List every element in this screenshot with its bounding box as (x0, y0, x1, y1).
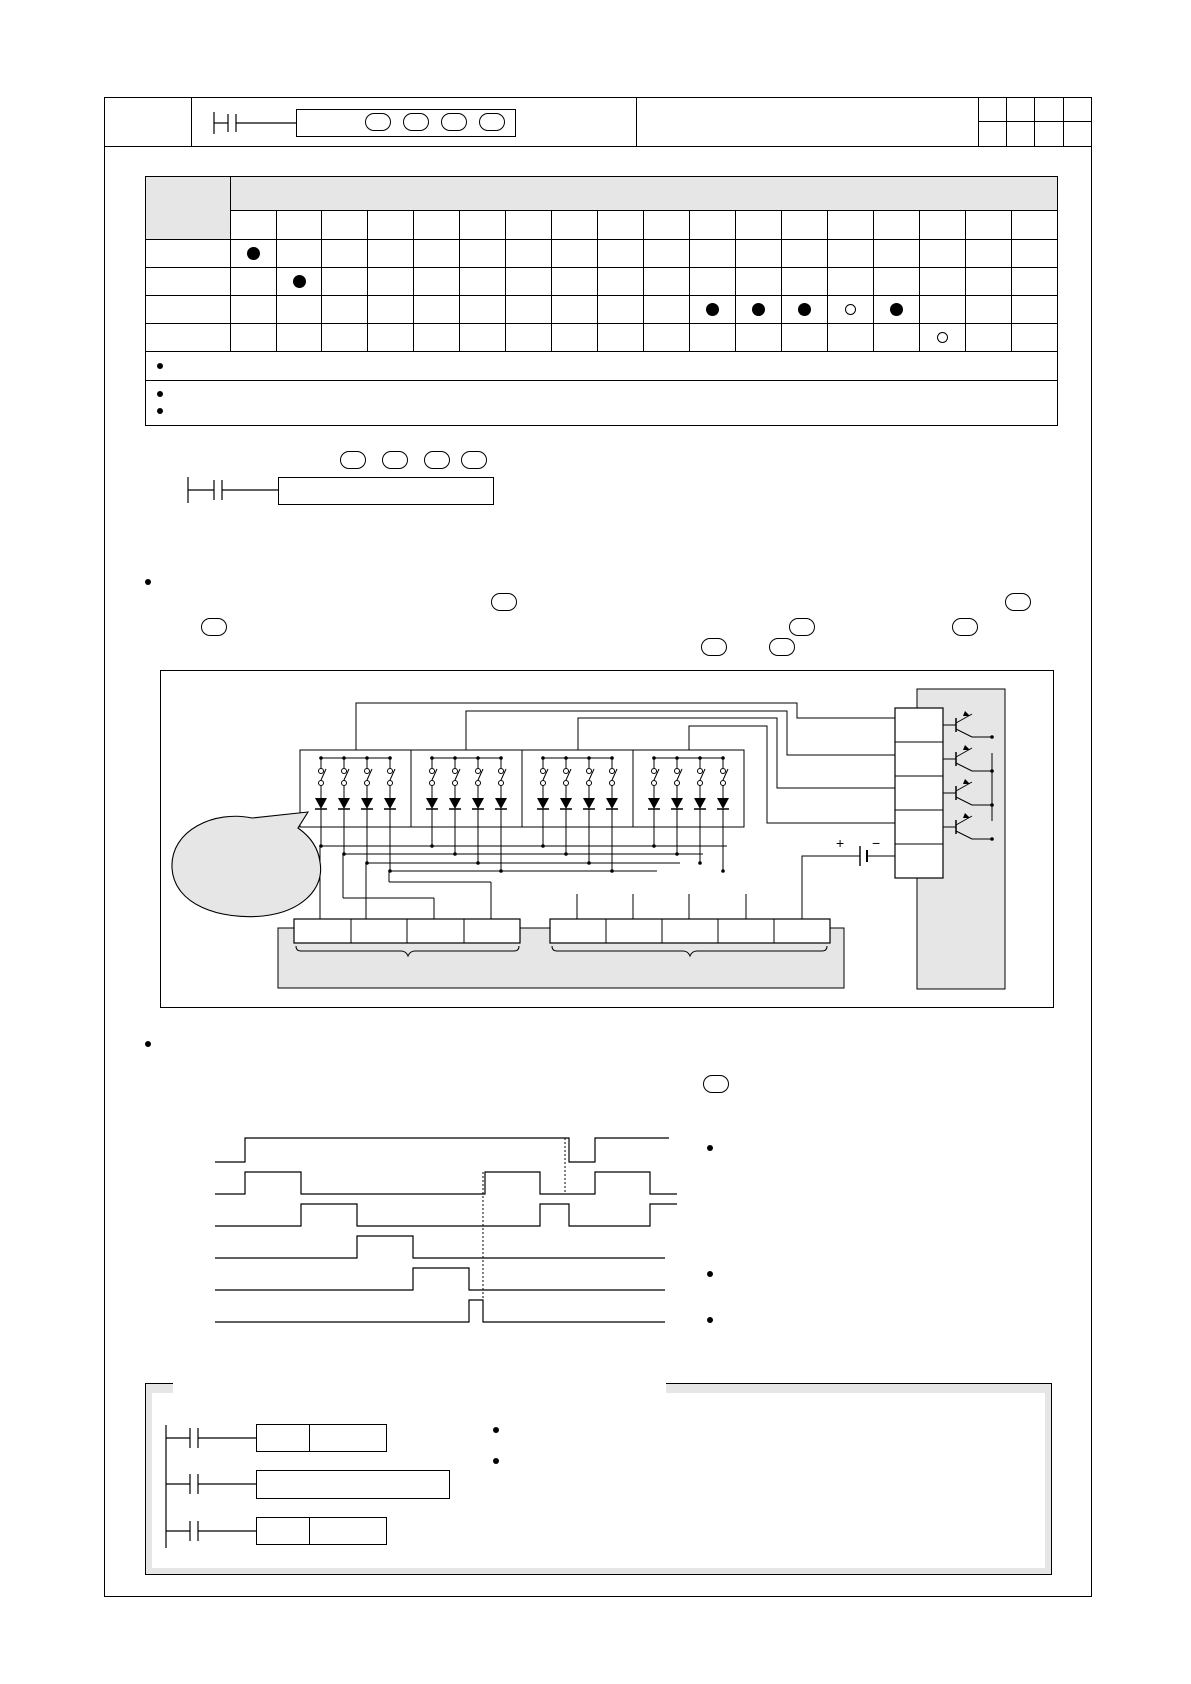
operand-cell (231, 268, 277, 296)
operand-column-header (414, 211, 460, 240)
timing-operand-ref (703, 1075, 729, 1093)
explanation-operand-7 (769, 638, 795, 656)
operand-cell (1012, 296, 1058, 324)
operand-cell (460, 268, 506, 296)
operand-cell (506, 268, 552, 296)
operand-column-header (920, 211, 966, 240)
supported-filled-dot (247, 247, 260, 260)
operand-cell (920, 268, 966, 296)
operand-cell (231, 324, 277, 352)
operand-cell (1012, 268, 1058, 296)
operand-key-2 (403, 113, 429, 131)
power-plus-sign: + (836, 835, 845, 851)
operand-cell (966, 268, 1012, 296)
operand-column-header (277, 211, 322, 240)
operand-cell (736, 268, 782, 296)
operand-column-header (1012, 211, 1058, 240)
supported-filled-dot (890, 303, 903, 316)
operand-key-4 (479, 113, 505, 131)
operand-table (145, 176, 1058, 426)
operand-cell (277, 268, 322, 296)
timing-note-3-bullet (707, 1317, 713, 1323)
operand-cell (322, 268, 368, 296)
explanation-bullet (145, 579, 151, 585)
operand-cell (322, 324, 368, 352)
header-divider (104, 146, 1092, 147)
operand-cell (874, 268, 920, 296)
operand-cell (782, 296, 828, 324)
operand-cell (277, 240, 322, 268)
operand-key-1 (365, 113, 391, 131)
operand-cell (231, 240, 277, 268)
operand-cell (828, 268, 874, 296)
timing-chart (215, 1128, 685, 1338)
format-instruction-box (278, 477, 494, 505)
operand-cell (460, 240, 506, 268)
operand-column-header (598, 211, 644, 240)
operand-column-header (368, 211, 414, 240)
operand-cell (368, 240, 414, 268)
operand-cell (874, 324, 920, 352)
operand-column-header (782, 211, 828, 240)
operand-row (146, 324, 1058, 352)
operand-cell (460, 296, 506, 324)
example-rung-1-box (256, 1424, 387, 1452)
operand-cell (644, 324, 690, 352)
timing-note-2-bullet (707, 1271, 713, 1277)
operand-cell (598, 324, 644, 352)
operand-cell (920, 324, 966, 352)
operand-note-1 (146, 352, 1058, 381)
operand-cell (322, 296, 368, 324)
operand-row (146, 268, 1058, 296)
supported-filled-dot (706, 303, 719, 316)
operand-cell (414, 268, 460, 296)
supported-filled-dot (293, 275, 306, 288)
format-operand-key-2 (382, 451, 408, 469)
operand-cell (322, 240, 368, 268)
supported-hollow-dot (937, 332, 948, 343)
operand-cell (874, 296, 920, 324)
format-operand-key-3 (424, 451, 450, 469)
explanation-operand-4 (789, 618, 815, 636)
operand-cell (920, 296, 966, 324)
operand-cell (506, 296, 552, 324)
operand-cell (598, 240, 644, 268)
operand-note-2 (146, 381, 1058, 426)
operand-cell (690, 324, 736, 352)
operand-cell (368, 324, 414, 352)
operand-cell (690, 296, 736, 324)
operand-column-header (828, 211, 874, 240)
supported-filled-dot (798, 303, 811, 316)
supported-filled-dot (752, 303, 765, 316)
example-rung-3-box (256, 1517, 387, 1545)
operand-cell (552, 324, 598, 352)
operand-column-header (644, 211, 690, 240)
power-minus-sign: − (872, 835, 881, 851)
model-grid-h (978, 121, 1092, 122)
operand-cell (552, 268, 598, 296)
example-note-1-bullet (493, 1427, 499, 1433)
explanation-operand-5 (952, 618, 978, 636)
operand-cell (736, 324, 782, 352)
operand-cell (736, 240, 782, 268)
operand-column-header (552, 211, 598, 240)
operand-cell (277, 324, 322, 352)
format-operand-key-1 (340, 451, 366, 469)
operand-cell (644, 268, 690, 296)
operand-row-label (146, 324, 231, 352)
operand-cell (231, 296, 277, 324)
operand-column-header (506, 211, 552, 240)
format-ladder-contact (186, 475, 286, 505)
operand-cell (828, 296, 874, 324)
operand-cell (966, 296, 1012, 324)
operand-cell (414, 296, 460, 324)
operand-cell (874, 240, 920, 268)
operand-column-header (690, 211, 736, 240)
operand-cell (966, 324, 1012, 352)
timing-intro-bullet (145, 1041, 151, 1047)
operand-cell (598, 268, 644, 296)
operand-cell (966, 240, 1012, 268)
operand-column-header (966, 211, 1012, 240)
operand-cell (506, 240, 552, 268)
example-title-gap (173, 1383, 666, 1393)
operand-cell (552, 296, 598, 324)
wiring-diagram (160, 670, 1054, 1008)
operand-row-label (146, 268, 231, 296)
explanation-operand-6 (701, 638, 727, 656)
supported-hollow-dot (845, 304, 856, 315)
operand-cell (368, 296, 414, 324)
operand-column-header (736, 211, 782, 240)
operand-cell (920, 240, 966, 268)
explanation-operand-1 (491, 593, 517, 611)
operand-column-header (460, 211, 506, 240)
operand-cell (277, 296, 322, 324)
operand-row (146, 296, 1058, 324)
operand-cell (1012, 240, 1058, 268)
timing-note-1-bullet (707, 1145, 713, 1151)
operand-group-header (231, 177, 1058, 211)
operand-cell (782, 268, 828, 296)
operand-corner-cell (146, 177, 231, 240)
header-sep-2 (636, 97, 637, 146)
operand-row (146, 240, 1058, 268)
operand-row-label (146, 296, 231, 324)
operand-cell (644, 240, 690, 268)
operand-cell (414, 240, 460, 268)
operand-column-header (874, 211, 920, 240)
operand-column-header (322, 211, 368, 240)
operand-cell (690, 268, 736, 296)
operand-cell (460, 324, 506, 352)
example-rung-2-box (256, 1470, 450, 1499)
explanation-operand-3 (201, 618, 227, 636)
operand-cell (644, 296, 690, 324)
operand-cell (782, 324, 828, 352)
operand-cell (552, 240, 598, 268)
operand-cell (506, 324, 552, 352)
operand-cell (690, 240, 736, 268)
operand-cell (414, 324, 460, 352)
operand-cell (368, 268, 414, 296)
example-note-2-bullet (493, 1458, 499, 1464)
operand-cell (828, 240, 874, 268)
operand-row-label (146, 240, 231, 268)
operand-column-header (231, 211, 277, 240)
explanation-operand-2 (1005, 593, 1031, 611)
format-operand-key-4 (461, 451, 487, 469)
operand-cell (598, 296, 644, 324)
operand-key-3 (441, 113, 467, 131)
header-sep-1 (191, 97, 192, 146)
operand-cell (828, 324, 874, 352)
operand-cell (736, 296, 782, 324)
operand-cell (1012, 324, 1058, 352)
operand-cell (782, 240, 828, 268)
